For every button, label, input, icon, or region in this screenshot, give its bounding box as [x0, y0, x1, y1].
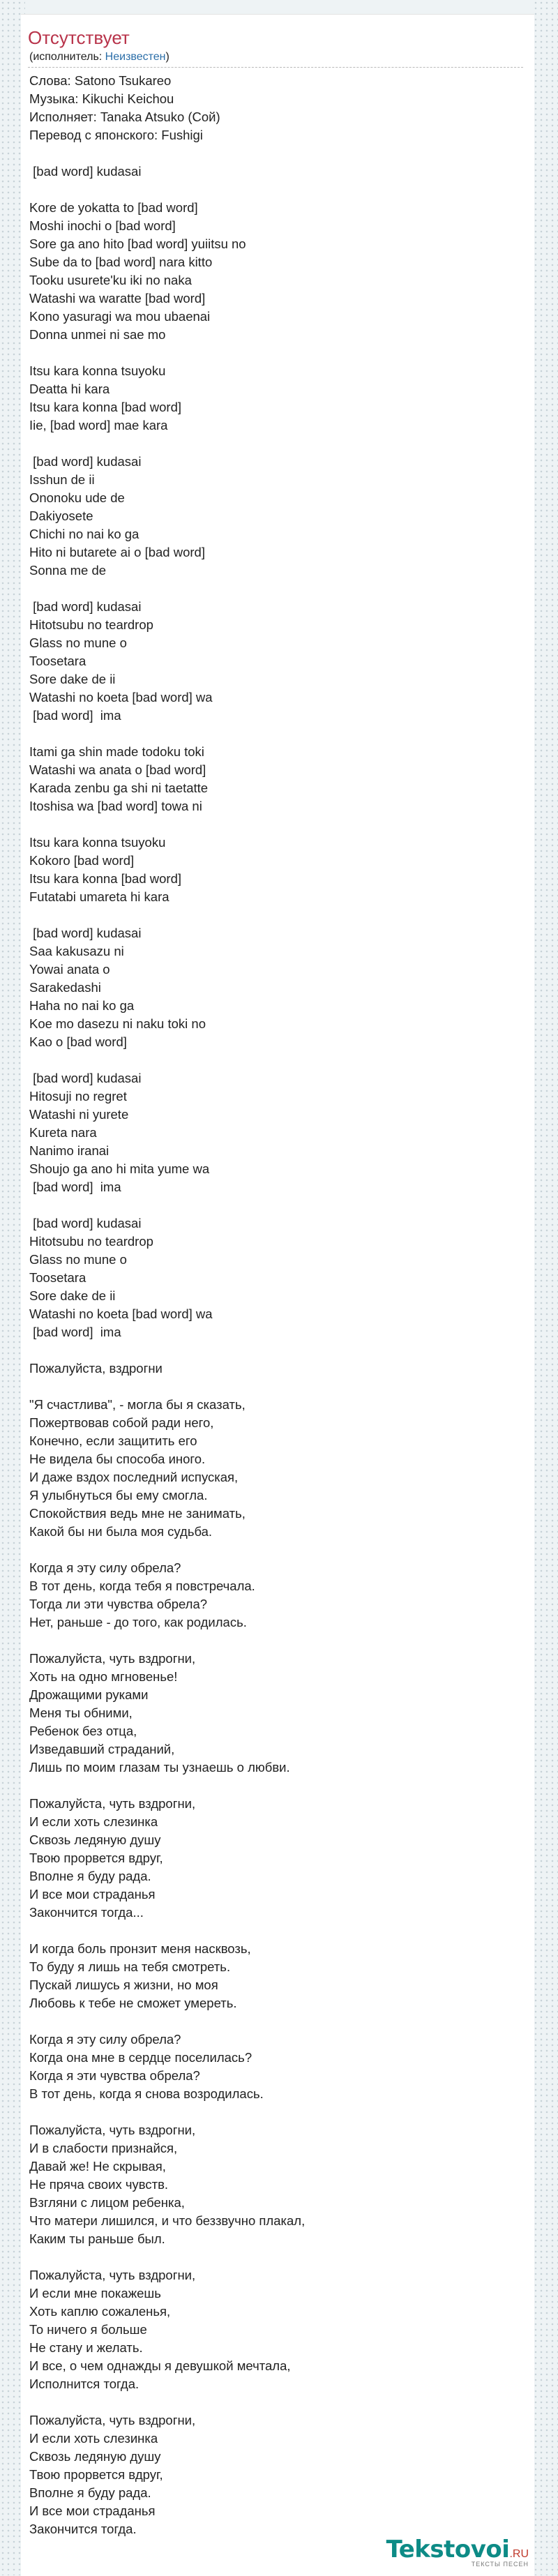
lyric-line: Sarakedashi [29, 980, 101, 995]
lyric-line: Пускай лишусь я жизни, но моя [29, 1978, 218, 1992]
lyric-line: Пожалуйста, чуть вздрогни, [29, 2123, 196, 2137]
lyric-stanza [29, 598, 518, 725]
lyric-line: Hitotsubu no teardrop [29, 1234, 153, 1249]
lyric-line: Tooku usurete'ku iki no naka [29, 273, 192, 287]
lyric-line: Сквозь ледяную душу [29, 1832, 161, 1847]
lyric-line: Sore dake de ii [29, 672, 116, 686]
lyric-line: Меня ты обними, [29, 1705, 133, 1720]
lyric-line: Saa kakusazu ni [29, 944, 124, 958]
lyric-stanza [29, 2266, 518, 2393]
lyric-line: Isshun de ii [29, 472, 95, 487]
lyric-line: Вполне я буду рада. [29, 2485, 151, 2500]
lyric-line: Когда я эту силу обрела? [29, 2032, 181, 2047]
lyric-line: Хоть каплю сожаленья, [29, 2304, 171, 2319]
lyric-line: Какой бы ни была моя судьба. [29, 1524, 213, 1539]
lyric-line: Пожалуйста, чуть вздрогни, [29, 1796, 196, 1811]
lyric-stanza [29, 1650, 518, 1777]
song-title: Отсутствует [28, 27, 130, 48]
lyric-line: Itami ga shin made todoku toki [29, 744, 204, 759]
lyric-line: [bad word] kudasai [29, 454, 142, 469]
lyric-line: Watashi ni yurete [29, 1107, 129, 1122]
lyric-line: Не стану и желать. [29, 2340, 143, 2355]
lyric-line: Itoshisa wa [bad word] towa ni [29, 799, 202, 813]
lyric-line: Не пряча своих чувств. [29, 2177, 169, 2192]
lyric-line: Спокойствия ведь мне не занимать, [29, 1506, 246, 1521]
lyric-line: Не видела бы способа иного. [29, 1452, 206, 1466]
lyric-line: Sore dake de ii [29, 1288, 116, 1303]
lyric-stanza [29, 2031, 518, 2103]
lyric-line: Hitotsubu no teardrop [29, 617, 153, 632]
lyric-line: Ononoku ude de [29, 490, 125, 505]
lyric-line: Kono yasuragi wa mou ubaenai [29, 309, 211, 324]
lyric-line: И если мне покажешь [29, 2286, 161, 2300]
artist-suffix: ) [165, 51, 169, 63]
lyric-line: [bad word] ima [29, 1325, 121, 1339]
lyric-line: Взгляни с лицом ребенка, [29, 2195, 185, 2210]
lyric-line: Любовь к тебе не сможет умереть. [29, 1996, 237, 2010]
lyric-line: [bad word] kudasai [29, 1216, 142, 1230]
logo-text: Tekstovoi [386, 2536, 510, 2563]
lyric-stanza [29, 1214, 518, 1341]
lyric-line: Kao o [bad word] [29, 1034, 127, 1049]
lyric-line: То буду я лишь на тебя смотреть. [29, 1959, 231, 1974]
background-pattern-right [533, 0, 558, 2575]
lyric-line: Itsu kara konna [bad word] [29, 400, 182, 414]
logo-tagline: ТЕКСТЫ ПЕСЕН [471, 2561, 529, 2568]
lyric-line: Твою прорвется вдруг, [29, 2467, 163, 2482]
lyric-line: Пожалуйста, чуть вздрогни, [29, 2268, 196, 2282]
artist-link[interactable]: Неизвестен [105, 51, 166, 63]
lyric-line: И если хоть слезинка [29, 1814, 158, 1829]
content-card [21, 14, 534, 2576]
lyric-line: И все мои страданья [29, 2503, 156, 2518]
lyric-line: В тот день, когда тебя я повстречала. [29, 1579, 255, 1593]
lyric-line: Когда я эту силу обрела? [29, 1560, 181, 1575]
lyric-line: Хоть на одно мгновенье! [29, 1669, 178, 1684]
lyric-stanza [29, 834, 518, 906]
lyric-stanza [29, 453, 518, 580]
lyric-stanza [29, 1795, 518, 1922]
lyric-line: [bad word] kudasai [29, 164, 142, 179]
lyric-line: Твою прорвется вдруг, [29, 1851, 163, 1865]
lyric-line: Toosetara [29, 1270, 86, 1285]
lyric-line: Watashi no koeta [bad word] wa [29, 1306, 213, 1321]
lyric-line: Ребенок без отца, [29, 1724, 137, 1738]
lyric-line: В тот день, когда я снова возродилась. [29, 2086, 264, 2101]
lyric-line: Вполне я буду рада. [29, 1869, 151, 1883]
lyric-line: Yowai anata o [29, 962, 110, 977]
lyric-line: Тогда ли эти чувства обрела? [29, 1597, 208, 1611]
lyric-line: Karada zenbu ga shi ni taetatte [29, 781, 209, 795]
lyric-line: Chichi no nai ko ga [29, 527, 140, 541]
lyric-stanza [29, 924, 518, 1051]
lyric-line: Deatta hi kara [29, 382, 110, 396]
lyric-line: Itsu kara konna tsuyoku [29, 835, 166, 850]
lyric-stanza [29, 1396, 518, 1541]
lyric-line: Sonna me de [29, 563, 107, 578]
lyric-stanza [29, 362, 518, 435]
lyric-line: И все, о чем однажды я девушкой мечтала, [29, 2358, 291, 2373]
lyric-line: Moshi inochi o [bad word] [29, 218, 176, 233]
lyric-line: Hitosuji no regret [29, 1089, 127, 1104]
lyric-stanza [29, 1940, 518, 2012]
lyric-line: Нет, раньше - до того, как родилась. [29, 1615, 247, 1629]
lyric-line: Haha no nai ko ga [29, 998, 135, 1013]
artist-line [29, 51, 169, 63]
lyric-line: Слова: Satono Tsukareo [29, 73, 172, 88]
lyric-line: [bad word] kudasai [29, 1071, 142, 1085]
lyric-line: Давай же! Не скрывая, [29, 2159, 166, 2174]
lyric-stanza [29, 199, 518, 344]
lyric-line: Glass no mune o [29, 1252, 127, 1267]
logo-domain: .RU [509, 2548, 529, 2560]
lyric-line: Изведавший страданий, [29, 1742, 175, 1756]
site-logo[interactable] [386, 2536, 529, 2568]
lyric-stanza [29, 2411, 518, 2538]
lyric-line: [bad word] kudasai [29, 599, 142, 614]
lyric-line: [bad word] kudasai [29, 926, 142, 940]
lyric-line: Каким ты раньше был. [29, 2231, 165, 2246]
lyric-line: Donna unmei ni sae mo [29, 327, 166, 342]
lyric-line: Дрожащими руками [29, 1687, 149, 1702]
lyric-line: Когда я эти чувства обрела? [29, 2068, 200, 2083]
lyric-line: Dakiyosete [29, 509, 93, 523]
lyric-line: Futatabi umareta hi kara [29, 889, 169, 904]
lyric-line: Когда она мне в сердце поселилась? [29, 2050, 252, 2065]
lyric-line: Watashi wa anata o [bad word] [29, 762, 206, 777]
lyric-line: Исполняет: Tanaka Atsuko (Сой) [29, 110, 220, 124]
lyric-line: Watashi no koeta [bad word] wa [29, 690, 213, 705]
divider [28, 67, 523, 68]
lyric-line: Я улыбнуться бы ему смогла. [29, 1488, 208, 1502]
lyric-stanza [29, 1559, 518, 1632]
lyric-line: Sore ga ano hito [bad word] yuiitsu no [29, 236, 246, 251]
lyric-line: Shoujo ga ano hi mita yume wa [29, 1161, 210, 1176]
lyric-line: Kureta nara [29, 1125, 97, 1140]
lyric-line: Перевод с японского: Fushigi [29, 128, 203, 142]
lyric-line: Hito ni butarete ai o [bad word] [29, 545, 205, 559]
lyric-line: Исполнится тогда. [29, 2377, 140, 2391]
lyric-stanza [29, 1359, 518, 1378]
lyric-line: Sube da to [bad word] nara kitto [29, 255, 213, 269]
lyric-line: Kokoro [bad word] [29, 853, 135, 868]
lyric-line: Лишь по моим глазам ты узнаешь о любви. [29, 1760, 290, 1775]
lyric-line: Glass no mune o [29, 635, 127, 650]
lyric-stanza [29, 1069, 518, 1196]
lyric-line: Пожертвовав собой ради него, [29, 1415, 214, 1430]
lyric-line: Пожалуйста, чуть вздрогни, [29, 1651, 196, 1666]
lyric-line: Kore de yokatta to [bad word] [29, 200, 198, 215]
lyric-line: Пожалуйста, чуть вздрогни, [29, 2413, 196, 2427]
lyric-line: То ничего я больше [29, 2322, 147, 2337]
lyric-line: И в слабости признайся, [29, 2141, 178, 2155]
lyric-line: И если хоть слезинка [29, 2431, 158, 2446]
lyric-line: [bad word] ima [29, 1180, 121, 1194]
lyric-line: Toosetara [29, 654, 86, 668]
lyric-line: Nanimo iranai [29, 1143, 110, 1158]
lyric-line: И все мои страданья [29, 1887, 156, 1901]
lyric-line: Watashi wa waratte [bad word] [29, 291, 206, 306]
lyric-stanza [29, 2121, 518, 2248]
lyric-line: И когда боль пронзит меня насквозь, [29, 1941, 251, 1956]
lyric-line: [bad word] ima [29, 708, 121, 723]
lyric-line: Конечно, если защитить его [29, 1433, 197, 1448]
lyric-line: Koe mo dasezu ni naku toki no [29, 1016, 206, 1031]
lyric-line: Сквозь ледяную душу [29, 2449, 161, 2464]
lyric-line: Закончится тогда. [29, 2522, 137, 2536]
artist-prefix: (исполнитель: [29, 51, 105, 63]
lyric-line: Музыка: Kikuchi Keichou [29, 91, 174, 106]
lyric-line: "Я счастлива", - могла бы я сказать, [29, 1397, 246, 1412]
lyric-line: Iie, [bad word] mae kara [29, 418, 168, 432]
lyric-line: И даже вздох последний испуская, [29, 1470, 239, 1484]
lyric-stanza [29, 163, 518, 181]
lyric-line: Закончится тогда... [29, 1905, 144, 1920]
lyric-stanza [29, 743, 518, 815]
lyric-line: Что матери лишился, и что беззвучно плакал, [29, 2213, 306, 2228]
lyric-stanza [29, 72, 518, 144]
lyrics-body [29, 72, 518, 2556]
lyric-line: Itsu kara konna tsuyoku [29, 363, 166, 378]
lyric-line: Пожалуйста, вздрогни [29, 1361, 163, 1376]
lyric-line: Itsu kara konna [bad word] [29, 871, 182, 886]
